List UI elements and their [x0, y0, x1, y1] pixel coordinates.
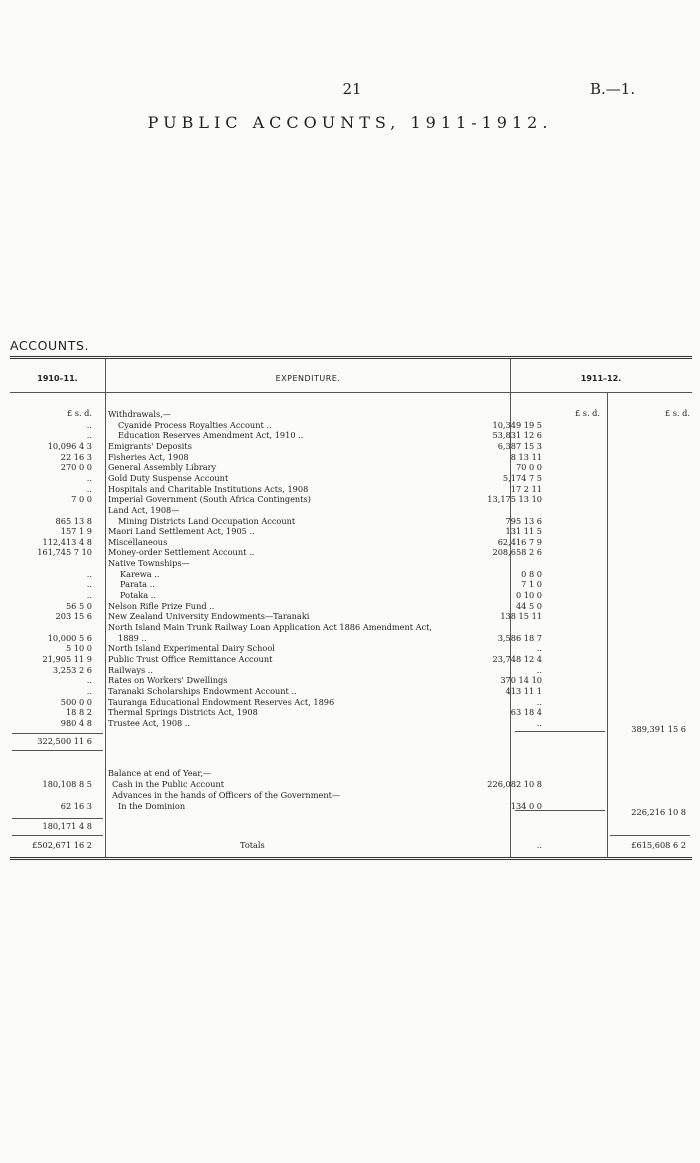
subtotal-current: 389,391 15 6 — [631, 724, 686, 734]
amount-1911-12: .. — [536, 717, 542, 728]
amount-1910-11: .. — [86, 675, 92, 686]
table-row — [0, 430, 700, 441]
amount-1910-11: 112,413 4 8 — [42, 536, 92, 547]
amount-1910-11: 161,745 7 10 — [37, 547, 92, 558]
section-heading: ACCOUNTS. — [10, 338, 90, 353]
amount-1911-12: 53,831 12 6 — [492, 430, 542, 441]
amount-1910-11: 62 16 3 — [60, 801, 92, 811]
row-description: Nelson Rifle Prize Fund .. — [108, 600, 215, 611]
row-description: Railways .. — [108, 664, 153, 675]
amount-1911-12: .. — [536, 643, 542, 654]
table-row — [0, 516, 700, 527]
table-row — [0, 569, 700, 580]
table-row — [0, 526, 700, 537]
table-row — [0, 505, 700, 516]
amount-1910-11: .. — [86, 568, 92, 579]
table-row — [0, 473, 700, 484]
amount-1911-12: 13,175 13 10 — [487, 494, 542, 505]
row-description: Balance at end of Year,— — [108, 768, 212, 778]
page-reference: B.—1. — [590, 80, 636, 98]
row-description: Public Trust Office Remittance Account — [108, 653, 273, 664]
table-row — [0, 558, 700, 569]
units-curr: £ s. d. — [574, 408, 600, 418]
units-prev: £ s. d. — [66, 408, 92, 418]
amount-1910-11: 56 5 0 — [65, 600, 92, 611]
amount-1911-12: 208,658 2 6 — [492, 547, 542, 558]
row-description: Cash in the Public Account — [112, 779, 225, 789]
totals-current: .. — [536, 840, 542, 850]
row-description: Emigrants' Deposits — [108, 440, 192, 451]
table-row — [0, 601, 700, 612]
balance-total-row-prev — [0, 821, 700, 832]
page-number: 21 — [342, 80, 362, 98]
table-row — [0, 654, 700, 665]
table-row — [0, 675, 700, 686]
row-description: Money-order Settlement Account .. — [108, 547, 255, 558]
amount-1910-11: .. — [86, 685, 92, 696]
column-header-expenditure: EXPENDITURE. — [275, 374, 341, 383]
amount-1910-11: 10,000 5 6 — [47, 632, 92, 643]
table-row — [0, 462, 700, 473]
header-rule — [10, 392, 692, 393]
amount-1911-12: 62,416 7 9 — [497, 536, 542, 547]
balance-total-row — [0, 807, 700, 818]
table-row — [0, 537, 700, 548]
amount-1911-12: 795 13 6 — [505, 515, 542, 526]
amount-1911-12: 10,349 19 5 — [492, 419, 542, 430]
row-description: Trustee Act, 1908 .. — [108, 717, 191, 728]
table-row — [0, 452, 700, 463]
row-description: Tauranga Educational Endowment Reserves Act, 1896 — [108, 696, 335, 707]
row-description: Miscellaneous — [108, 536, 168, 547]
subtotal-previous: 322,500 11 6 — [37, 736, 92, 746]
row-description: In the Dominion — [118, 801, 186, 811]
totals-rule — [610, 835, 690, 836]
row-description: Native Townships— — [108, 558, 190, 569]
subtotal-rule — [12, 750, 103, 751]
amount-1911-12: 8 13 11 — [510, 451, 542, 462]
row-description: New Zealand University Endowments—Taranaki — [108, 611, 310, 622]
amount-1911-12: 63 18 4 — [510, 707, 542, 718]
row-description: Potaka .. — [120, 590, 156, 601]
amount-1910-11: 5 10 0 — [65, 643, 92, 654]
totals-grand: £615,608 6 2 — [631, 840, 686, 850]
amount-1911-12: 17 2 11 — [510, 483, 542, 494]
amount-1910-11: 270 0 0 — [60, 462, 92, 473]
amount-1911-12: 131 11 5 — [505, 526, 542, 537]
amount-1911-12: 44 5 0 — [515, 600, 542, 611]
row-description: Rates on Workers' Dwellings — [108, 675, 228, 686]
table-row — [0, 484, 700, 495]
balance-total-current: 226,216 10 8 — [631, 807, 686, 817]
table-row — [0, 420, 700, 431]
page-title: PUBLIC ACCOUNTS, 1911-1912. — [147, 113, 553, 132]
amount-1911-12: 5,174 7 5 — [502, 472, 542, 483]
table-row — [0, 633, 700, 644]
amount-1910-11: .. — [86, 472, 92, 483]
amount-1911-12: 0 8 0 — [521, 568, 542, 579]
table-row — [0, 622, 700, 633]
amount-1910-11: 157 1 9 — [60, 526, 92, 537]
subtotal-row-prev — [0, 736, 700, 747]
amount-1910-11: 10,096 4 3 — [47, 440, 92, 451]
amount-1910-11: .. — [86, 590, 92, 601]
amount-1911-12: 6,387 15 3 — [497, 440, 542, 451]
table-row — [0, 665, 700, 676]
table-row — [0, 547, 700, 558]
amount-1910-11: .. — [86, 419, 92, 430]
amount-1911-12: 134 0 0 — [510, 801, 542, 811]
row-description: Land Act, 1908— — [108, 504, 180, 515]
table-row — [0, 697, 700, 708]
amount-1910-11: .. — [86, 430, 92, 441]
table-row — [0, 790, 700, 801]
row-description: Imperial Government (South Africa Contingents) — [108, 494, 311, 505]
amount-1910-11: .. — [86, 483, 92, 494]
row-description: Taranaki Scholarships Endowment Account .. — [108, 685, 297, 696]
amount-1910-11: 3,253 2 6 — [52, 664, 92, 675]
totals-row — [0, 840, 700, 851]
row-description: Cyanide Process Royalties Account .. — [118, 419, 272, 430]
row-description: Withdrawals,— — [108, 409, 171, 419]
row-description: Hospitals and Charitable Institutions Acts, 1908 — [108, 483, 309, 494]
row-description: General Assembly Library — [108, 462, 217, 473]
amount-1910-11: 18 8 2 — [65, 707, 92, 718]
totals-label: Totals — [240, 840, 265, 850]
row-description: North Island Main Trunk Railway Loan Application Act 1886 Amendment Act, — [108, 622, 433, 632]
amount-1911-12: 70 0 0 — [515, 462, 542, 473]
units-total: £ s. d. — [664, 408, 690, 418]
amount-1911-12: 370 14 10 — [500, 675, 542, 686]
amount-1911-12: 7 1 0 — [521, 579, 542, 590]
amount-1910-11: 865 13 8 — [55, 515, 92, 526]
table-row — [0, 579, 700, 590]
amount-1910-11: 203 15 6 — [55, 611, 92, 622]
balance-rule — [12, 818, 103, 819]
amount-1910-11: 22 16 3 — [60, 451, 92, 462]
table-row — [0, 590, 700, 601]
row-description: Advances in the hands of Officers of the Government— — [112, 790, 341, 800]
amount-1911-12: .. — [536, 664, 542, 675]
table-row — [0, 494, 700, 505]
row-description: Gold Duty Suspense Account — [108, 472, 229, 483]
row-description: Parata .. — [120, 579, 155, 590]
row-description: Maori Land Settlement Act, 1905 .. — [108, 526, 255, 537]
amount-1911-12: 3,586 18 7 — [497, 632, 542, 643]
amount-1911-12: .. — [536, 696, 542, 707]
row-description: Education Reserves Amendment Act, 1910 .. — [118, 430, 304, 441]
amount-1911-12: 138 15 11 — [500, 611, 542, 622]
amount-1911-12: 23,748 12 4 — [492, 653, 542, 664]
subtotal-row — [0, 724, 700, 735]
table-row — [0, 611, 700, 622]
row-description: Fisheries Act, 1908 — [108, 451, 189, 462]
amount-1911-12: 413 11 1 — [505, 685, 542, 696]
amount-1910-11: 980 4 8 — [60, 717, 92, 728]
row-description: Thermal Springs Districts Act, 1908 — [108, 707, 258, 718]
row-description: Karewa .. — [120, 568, 160, 579]
totals-rule — [12, 835, 103, 836]
table-row — [0, 779, 700, 790]
column-header-1910-11: 1910–11. — [37, 374, 78, 383]
row-description: Mining Districts Land Occupation Account — [118, 515, 296, 526]
totals-previous: £502,671 16 2 — [32, 840, 92, 850]
row-description: 1889 .. — [118, 632, 147, 643]
amount-1910-11: 180,108 8 5 — [42, 779, 92, 789]
row-description: North Island Experimental Dairy School — [108, 643, 275, 654]
amount-1911-12: 226,082 10 8 — [487, 779, 542, 789]
amount-1910-11: 21,905 11 9 — [42, 653, 92, 664]
table-row — [0, 441, 700, 452]
table-row — [0, 707, 700, 718]
amount-1910-11: 7 0 0 — [71, 494, 92, 505]
column-header-1911-12: 1911–12. — [580, 374, 622, 383]
table-row — [0, 768, 700, 779]
table-row — [0, 409, 700, 420]
amount-1911-12: 0 10 0 — [515, 590, 542, 601]
table-row — [0, 686, 700, 697]
amount-1910-11: 500 0 0 — [60, 696, 92, 707]
balance-total-previous: 180,171 4 8 — [42, 821, 92, 831]
amount-1910-11: .. — [86, 579, 92, 590]
table-row — [0, 643, 700, 654]
